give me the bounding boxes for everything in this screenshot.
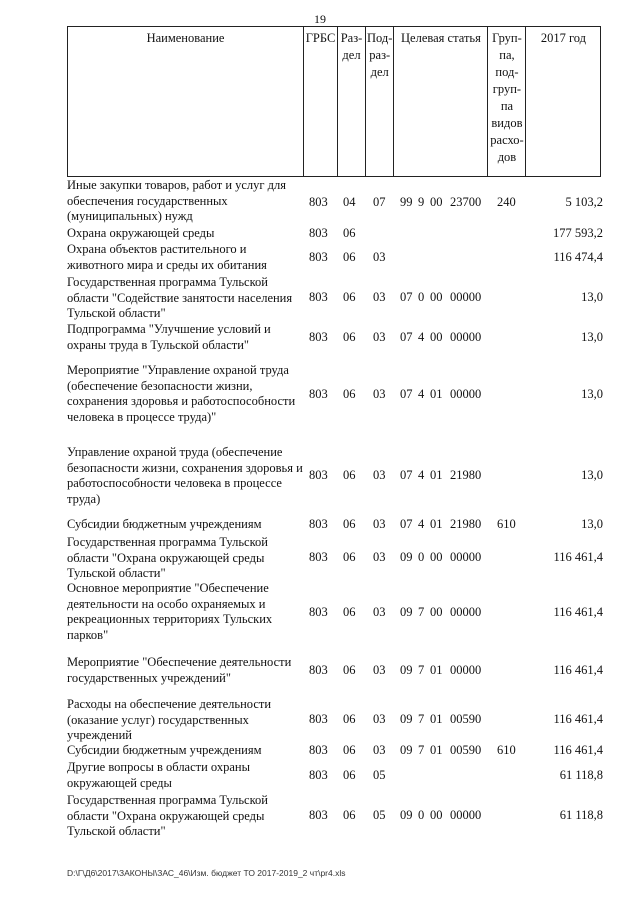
target-code-part: 00 (430, 808, 443, 822)
target-code-part: 07 (400, 468, 413, 482)
cell-sum: 177 593,2 (553, 226, 603, 240)
cell-sum: 61 118,8 (559, 808, 603, 822)
target-code-part: 00000 (450, 387, 482, 401)
cell-grbs: 803 (309, 330, 328, 344)
cell-razd: 06 (343, 550, 356, 564)
target-code-part: 7 (418, 743, 425, 757)
target-code-part: 9 (418, 195, 425, 209)
cell-razd: 06 (343, 517, 356, 531)
target-code-part: 99 (400, 195, 413, 209)
cell-razd: 06 (343, 712, 356, 726)
target-code-part: 01 (430, 743, 443, 757)
cell-sum: 116 461,4 (553, 605, 603, 619)
target-code-part: 01 (430, 468, 443, 482)
header-vid: Груп- па, под- груп- па видов расхо- дов (488, 27, 526, 177)
target-code-part: 00 (430, 605, 443, 619)
cell-target-article (400, 663, 490, 679)
cell-target-article (400, 808, 490, 824)
target-code-part: 07 (400, 330, 413, 344)
target-code-part: 01 (430, 387, 443, 401)
target-code-part: 4 (418, 387, 425, 401)
cell-grbs: 803 (309, 195, 328, 209)
cell-razd: 06 (343, 387, 356, 401)
target-code-part: 0 (418, 550, 425, 564)
cell-target-article (400, 743, 490, 759)
cell-sum: 13,0 (581, 468, 603, 482)
row-name: Субсидии бюджетным учреждениям (67, 517, 262, 531)
cell-sum: 116 461,4 (553, 743, 603, 757)
cell-sum: 61 118,8 (559, 768, 603, 782)
cell-vid: 610 (497, 517, 516, 531)
cell-target-article (400, 517, 490, 533)
target-code-part: 7 (418, 605, 425, 619)
row-name: Охрана объектов растительного и животного мира и среды их обитания (67, 242, 267, 272)
cell-razd: 06 (343, 663, 356, 677)
cell-razd: 06 (343, 605, 356, 619)
cell-podr: 05 (373, 808, 386, 822)
page-number: 19 (314, 12, 326, 26)
row-name: Государственная программа Тульской области "Охрана окружающей среды Тульской области" (67, 793, 268, 839)
cell-razd: 06 (343, 290, 356, 304)
row-name: Расходы на обеспечение деятельности (оказание услуг) государственных учреждений (67, 697, 272, 743)
header-podrazdel: Под- раз- дел (366, 27, 394, 177)
file-path-footer: D:\Г\Д6\2017\ЗАКОНЫ\ЗАС_46\Изм. бюджет ТО 2017-2019_2 чт\pr4.xls (67, 868, 346, 878)
cell-podr: 03 (373, 550, 386, 564)
cell-podr: 05 (373, 768, 386, 782)
cell-podr: 03 (373, 663, 386, 677)
cell-sum: 13,0 (581, 290, 603, 304)
cell-grbs: 803 (309, 468, 328, 482)
cell-target-article (400, 605, 490, 621)
row-name: Другие вопросы в области охраны окружающей среды (67, 760, 251, 790)
target-code-part: 01 (430, 712, 443, 726)
cell-grbs: 803 (309, 517, 328, 531)
cell-razd: 06 (343, 468, 356, 482)
target-code-part: 09 (400, 605, 413, 619)
cell-sum: 116 461,4 (553, 712, 603, 726)
target-code-part: 00 (430, 330, 443, 344)
target-code-part: 00000 (450, 290, 482, 304)
target-code-part: 00 (430, 290, 443, 304)
cell-grbs: 803 (309, 387, 328, 401)
target-code-part: 07 (400, 290, 413, 304)
target-code-part: 4 (418, 330, 425, 344)
header-grbs: ГРБС (304, 27, 338, 177)
cell-podr: 07 (373, 195, 386, 209)
cell-target-article (400, 712, 490, 728)
target-code-part: 09 (400, 743, 413, 757)
cell-target-article (400, 550, 490, 566)
cell-grbs: 803 (309, 663, 328, 677)
target-code-part: 4 (418, 517, 425, 531)
cell-grbs: 803 (309, 290, 328, 304)
cell-podr: 03 (373, 290, 386, 304)
cell-razd: 06 (343, 250, 356, 264)
row-name: Государственная программа Тульской области "Содействие занятости населения Тульской области" (67, 275, 293, 321)
cell-razd: 06 (343, 808, 356, 822)
target-code-part: 09 (400, 663, 413, 677)
target-code-part: 00590 (450, 712, 482, 726)
cell-grbs: 803 (309, 768, 328, 782)
row-name: Иные закупки товаров, работ и услуг для обеспечения государственных (муниципальных) нужд (67, 178, 287, 224)
cell-grbs: 803 (309, 605, 328, 619)
cell-razd: 06 (343, 226, 356, 240)
cell-grbs: 803 (309, 250, 328, 264)
header-name: Наименование (68, 27, 304, 177)
target-code-part: 7 (418, 712, 425, 726)
cell-sum: 116 461,4 (553, 663, 603, 677)
cell-target-article (400, 387, 490, 403)
target-code-part: 4 (418, 468, 425, 482)
row-name: Основное мероприятие "Обеспечение деятельности на особо охраняемых и рекреационных территориях Тульских парков" (67, 581, 273, 642)
row-name: Субсидии бюджетным учреждениям (67, 743, 262, 757)
row-name: Мероприятие "Управление охраной труда (обеспечение безопасности жизни, сохранения здоровья и работоспособности человека в процессе труда)" (67, 363, 296, 424)
cell-sum: 116 461,4 (553, 550, 603, 564)
cell-podr: 03 (373, 712, 386, 726)
cell-target-article (400, 250, 490, 266)
cell-sum: 13,0 (581, 387, 603, 401)
header-razdel: Раз- дел (338, 27, 366, 177)
cell-target-article (400, 768, 490, 784)
row-name: Государственная программа Тульской области "Охрана окружающей среды Тульской области" (67, 535, 268, 581)
cell-podr: 03 (373, 743, 386, 757)
target-code-part: 00 (430, 550, 443, 564)
cell-razd: 06 (343, 743, 356, 757)
target-code-part: 21980 (450, 468, 482, 482)
cell-grbs: 803 (309, 712, 328, 726)
target-code-part: 00000 (450, 330, 482, 344)
target-code-part: 00 (430, 195, 443, 209)
cell-podr: 03 (373, 330, 386, 344)
target-code-part: 7 (418, 663, 425, 677)
cell-grbs: 803 (309, 808, 328, 822)
row-name: Мероприятие "Обеспечение деятельности государственных учреждений" (67, 655, 292, 685)
cell-podr: 03 (373, 468, 386, 482)
target-code-part: 09 (400, 808, 413, 822)
row-name: Подпрограмма "Улучшение условий и охраны труда в Тульской области" (67, 322, 271, 352)
header-target: Целевая статья (394, 27, 488, 177)
cell-grbs: 803 (309, 226, 328, 240)
cell-sum: 13,0 (581, 517, 603, 531)
row-name: Управление охраной труда (обеспечение безопасности жизни, сохранения здоровья и работоспособности человека в процессе труда) (67, 445, 303, 506)
target-code-part: 0 (418, 290, 425, 304)
target-code-part: 0 (418, 808, 425, 822)
header-year: 2017 год (526, 27, 601, 177)
cell-sum: 13,0 (581, 330, 603, 344)
cell-podr: 03 (373, 250, 386, 264)
cell-podr: 03 (373, 517, 386, 531)
target-code-part: 00000 (450, 605, 482, 619)
cell-grbs: 803 (309, 550, 328, 564)
cell-razd: 04 (343, 195, 356, 209)
target-code-part: 21980 (450, 517, 482, 531)
target-code-part: 00590 (450, 743, 482, 757)
target-code-part: 01 (430, 663, 443, 677)
cell-vid: 240 (497, 195, 516, 209)
cell-razd: 06 (343, 768, 356, 782)
cell-target-article (400, 468, 490, 484)
target-code-part: 00000 (450, 550, 482, 564)
target-code-part: 00000 (450, 808, 482, 822)
cell-grbs: 803 (309, 743, 328, 757)
cell-target-article (400, 195, 490, 211)
target-code-part: 23700 (450, 195, 482, 209)
row-name: Охрана окружающей среды (67, 226, 215, 240)
target-code-part: 07 (400, 517, 413, 531)
target-code-part: 07 (400, 387, 413, 401)
target-code-part: 01 (430, 517, 443, 531)
cell-vid: 610 (497, 743, 516, 757)
cell-sum: 116 474,4 (553, 250, 603, 264)
cell-sum: 5 103,2 (565, 195, 603, 209)
cell-podr: 03 (373, 605, 386, 619)
target-code-part: 09 (400, 712, 413, 726)
cell-target-article (400, 330, 490, 346)
target-code-part: 00000 (450, 663, 482, 677)
cell-razd: 06 (343, 330, 356, 344)
cell-target-article (400, 226, 490, 242)
target-code-part: 09 (400, 550, 413, 564)
cell-target-article (400, 290, 490, 306)
cell-podr: 03 (373, 387, 386, 401)
